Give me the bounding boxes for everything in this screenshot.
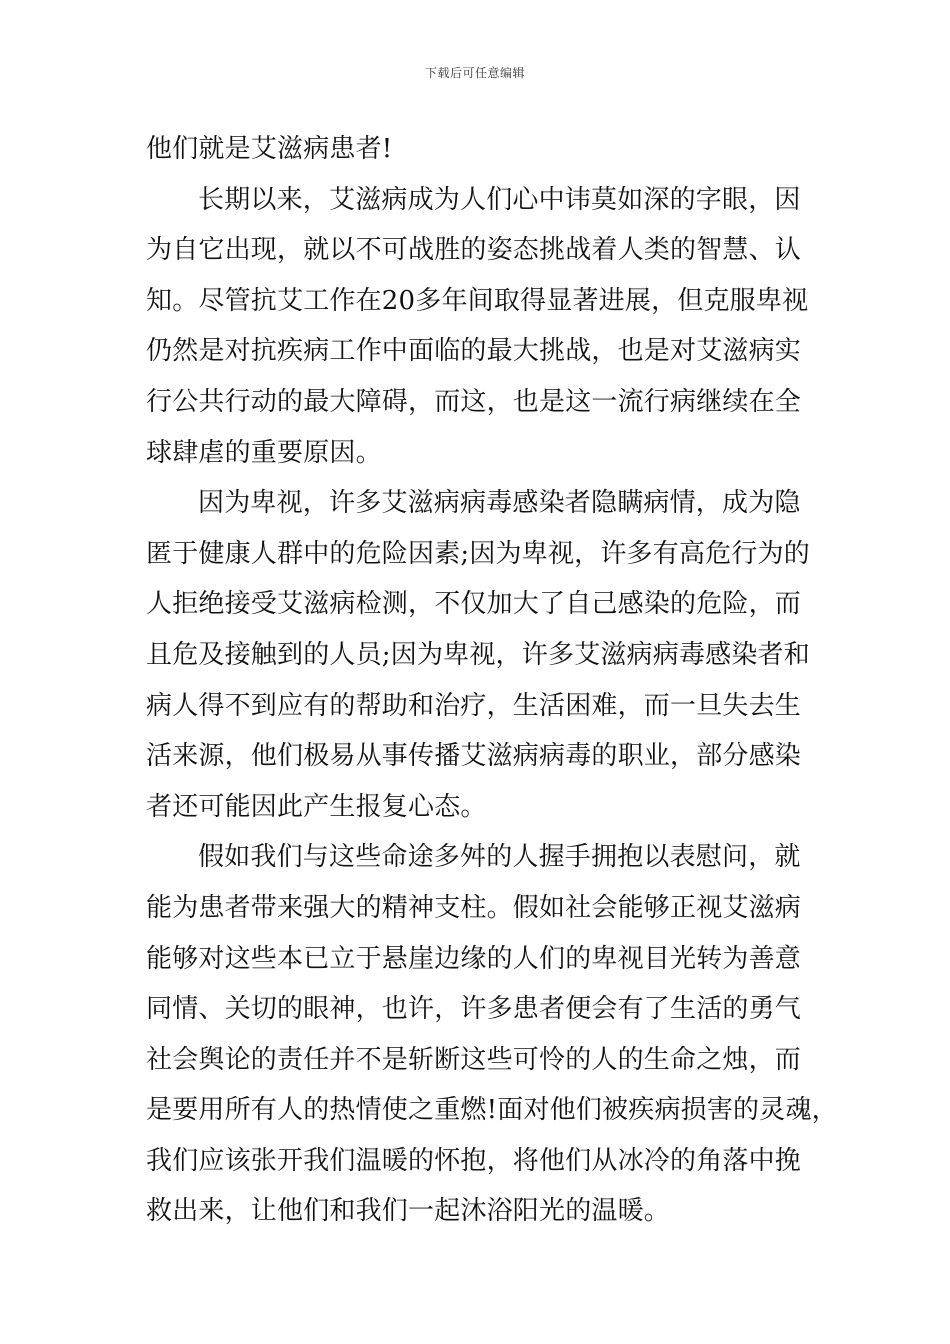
- text-line: 球肆虐的重要原因。: [146, 437, 382, 468]
- text-line: 救出来，让他们和我们一起沐浴阳光的温暖。: [146, 1196, 671, 1227]
- page-header: 下载后可任意编辑: [424, 66, 525, 80]
- text-line: 他们就是艾滋病患者!: [146, 134, 393, 164]
- text-line: 能为患者带来强大的精神支柱。假如社会能够正视艾滋病: [146, 892, 802, 923]
- text-line: 是要用所有人的热情使之重燃!面对他们被疾病损害的灵魂，: [146, 1095, 838, 1126]
- text-line: 仍然是对抗疾病工作中面临的最大挑战，也是对艾滋病实: [146, 336, 802, 367]
- text-line: 行公共行动的最大障碍，而这，也是这一流行病继续在全: [146, 386, 802, 417]
- text-line: 我们应该张开我们温暖的怀抱，将他们从冰冷的角落中挽: [146, 1145, 802, 1176]
- text-line: 社会舆论的责任并不是斩断这些可怜的人的生命之烛，而: [146, 1044, 802, 1075]
- text-line: 长期以来，艾滋病成为人们心中讳莫如深的字眼，因: [198, 184, 801, 215]
- text-line: 匿于健康人群中的危险因素;因为卑视，许多有高危行为的: [146, 538, 810, 569]
- text-line: 人拒绝接受艾滋病检测，不仅加大了自己感染的危险，而: [146, 589, 802, 620]
- text-line: 病人得不到应有的帮助和治疗，生活困难，而一旦失去生: [146, 690, 802, 721]
- text-line: 活来源，他们极易从事传播艾滋病病毒的职业，部分感染: [146, 741, 802, 772]
- text-line: 假如我们与这些命途多舛的人握手拥抱以表慰问，就: [198, 842, 801, 873]
- text-line: 为自它出现，就以不可战胜的姿态挑战着人类的智慧、认: [146, 235, 802, 266]
- text-line: 能够对这些本已立于悬崖边缘的人们的卑视目光转为善意: [146, 943, 802, 974]
- text-line: 者还可能因此产生报复心态。: [146, 791, 487, 822]
- text-line: 且危及接触到的人员;因为卑视，许多艾滋病病毒感染者和: [146, 639, 810, 670]
- document-body: [146, 124, 838, 1237]
- text-line: 因为卑视，许多艾滋病病毒感染者隐瞒病情，成为隐: [198, 488, 801, 519]
- text-line: 同情、关切的眼神，也许，许多患者便会有了生活的勇气: [146, 994, 802, 1025]
- text-line: 知。尽管抗艾工作在20多年间取得显著进展，但克服卑视: [146, 285, 809, 316]
